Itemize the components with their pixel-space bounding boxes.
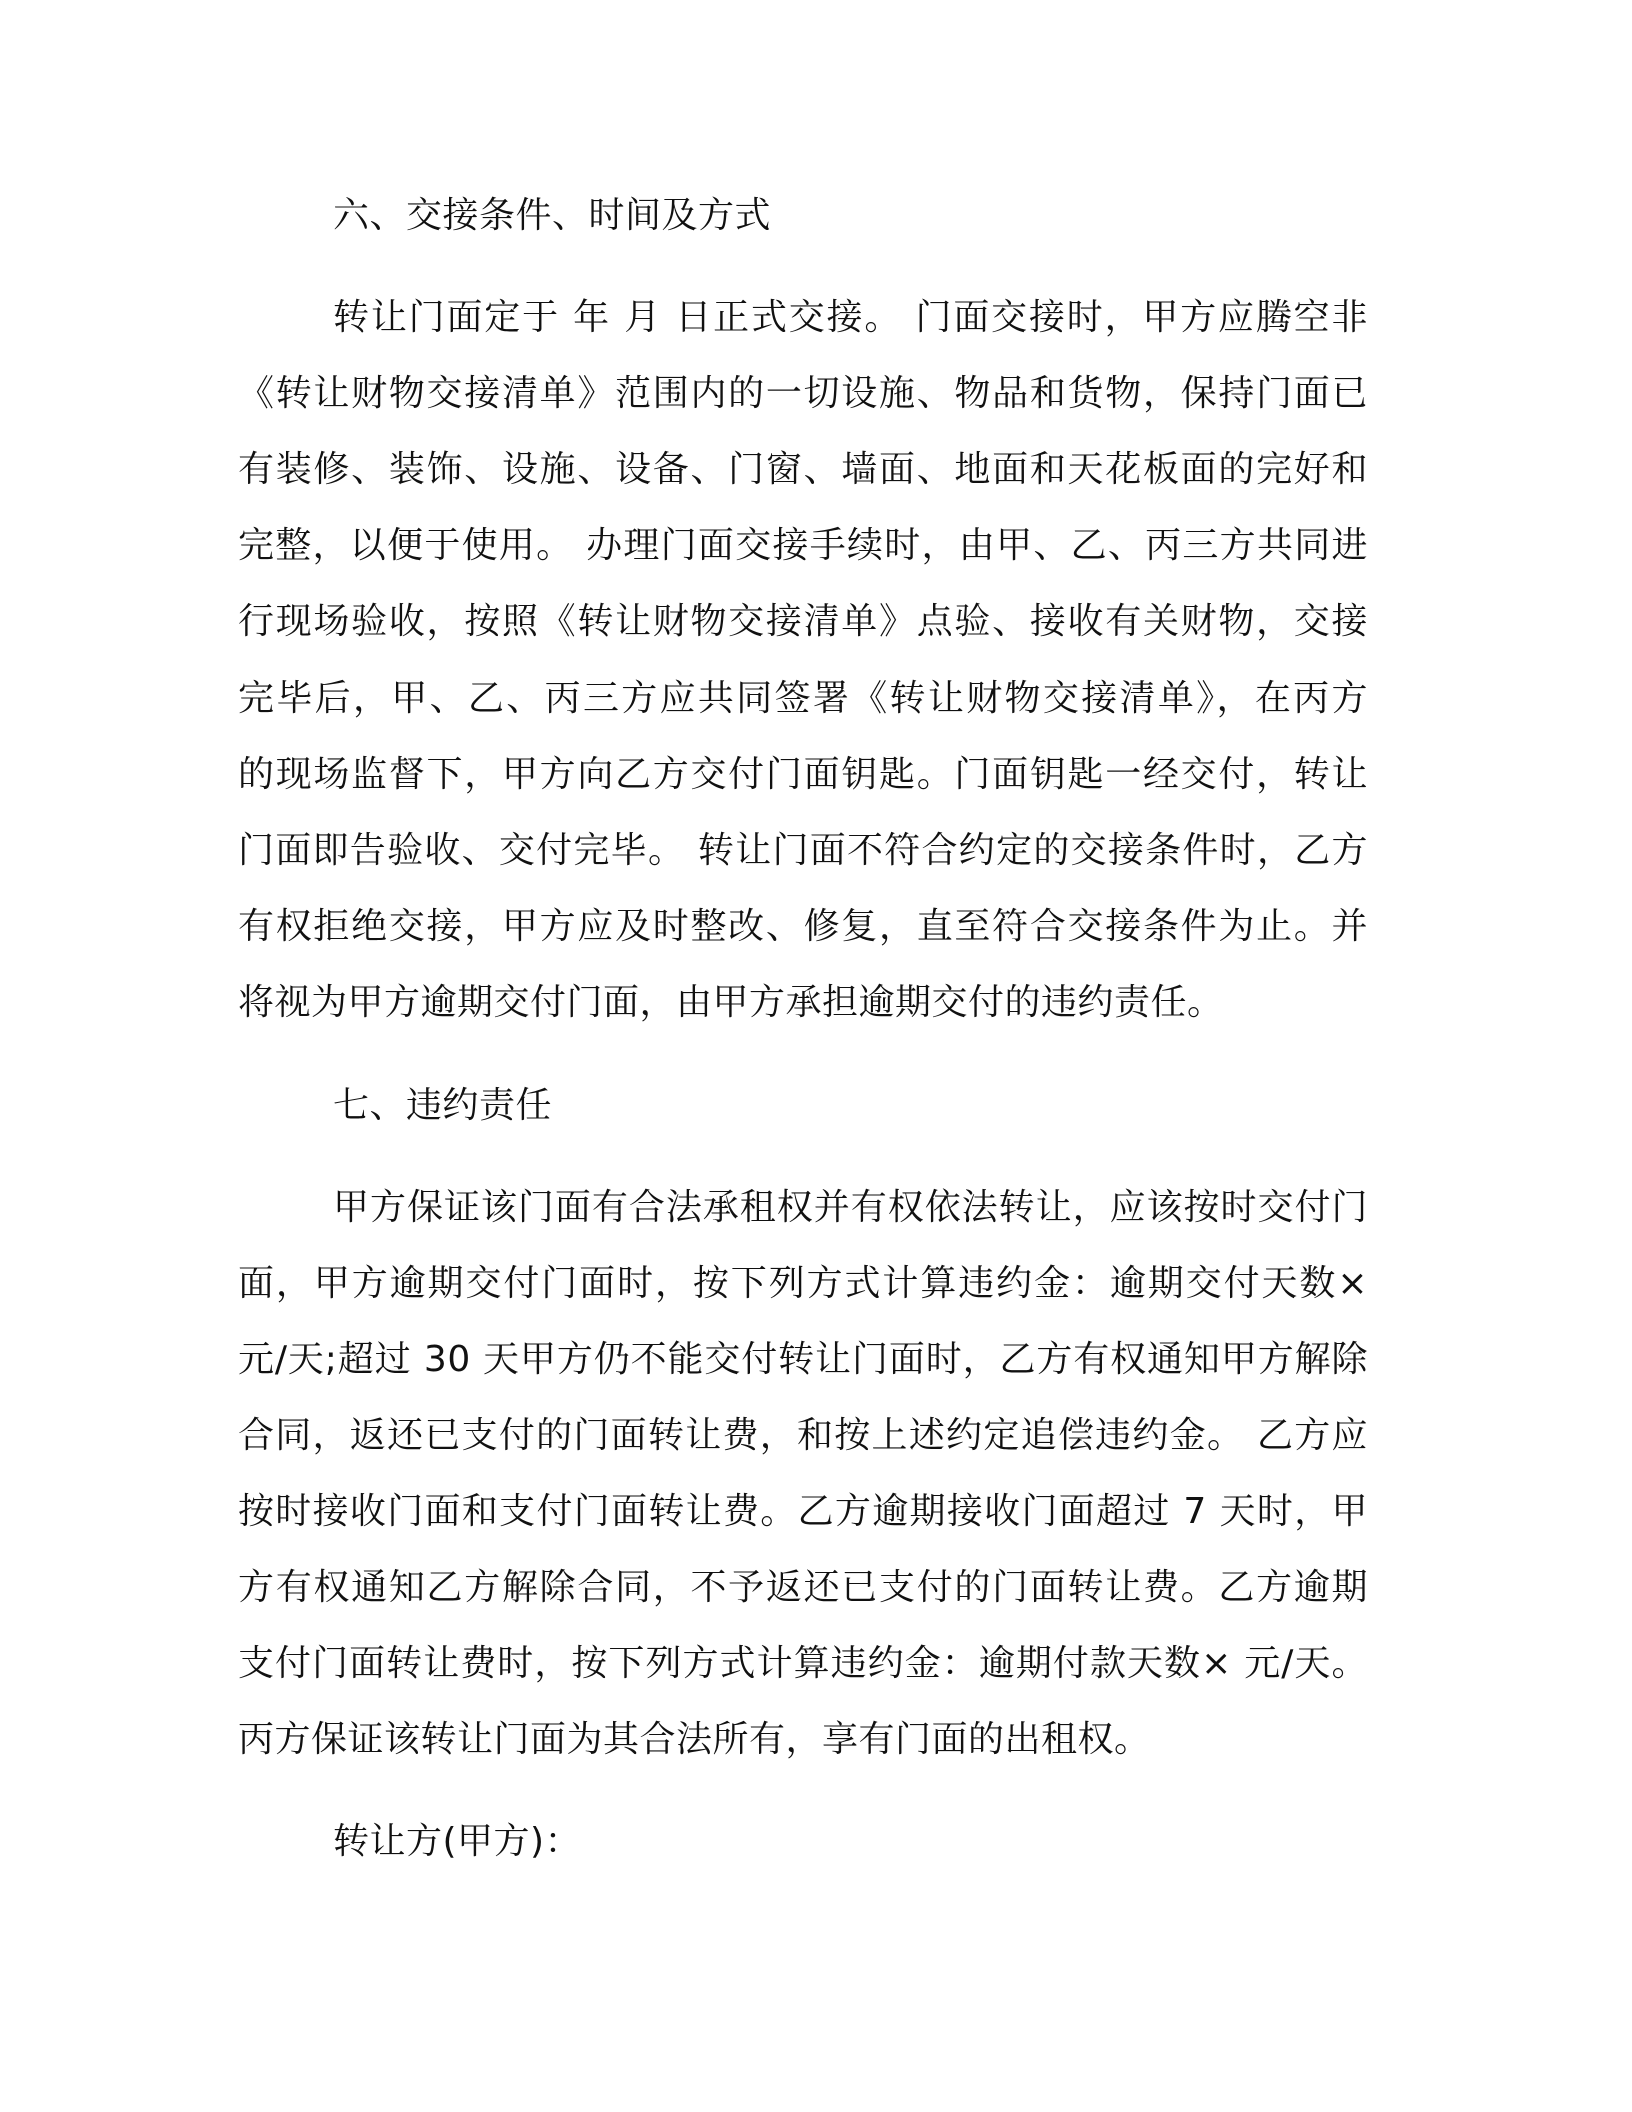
signature-label: 转让方(甲方)： bbox=[333, 1821, 582, 1862]
section-six-line-1: 转让门面定于 年 月 日正式交接。 门面交接时，甲方应腾空非 bbox=[333, 297, 1368, 338]
section-six-line-5: 行现场验收，按照《转让财物交接清单》点验、接收有关财物，交接 bbox=[238, 601, 1368, 642]
section-seven-line-7: 支付门面转让费时，按下列方式计算违约金：逾期付款天数× 元/天。 bbox=[238, 1643, 1368, 1684]
section-seven-line-1: 甲方保证该门面有合法承租权并有权依法转让，应该按时交付门 bbox=[333, 1187, 1368, 1228]
section-six-line-3: 有装修、装饰、设施、设备、门窗、墙面、地面和天花板面的完好和 bbox=[238, 449, 1368, 490]
section-six-line-10: 将视为甲方逾期交付门面，由甲方承担逾期交付的违约责任。 bbox=[238, 982, 1224, 1023]
section-six-line-6: 完毕后，甲、乙、丙三方应共同签署《转让财物交接清单》，在丙方 bbox=[238, 678, 1368, 719]
section-six-line-8: 门面即告验收、交付完毕。 转让门面不符合约定的交接条件时，乙方 bbox=[238, 830, 1368, 871]
section-seven-line-2: 面，甲方逾期交付门面时，按下列方式计算违约金：逾期交付天数× bbox=[238, 1263, 1368, 1304]
section-six-line-4: 完整，以便于使用。 办理门面交接手续时，由甲、乙、丙三方共同进 bbox=[238, 525, 1368, 566]
section-seven-line-6: 方有权通知乙方解除合同，不予返还已支付的门面转让费。乙方逾期 bbox=[238, 1567, 1368, 1608]
section-six-line-9: 有权拒绝交接，甲方应及时整改、修复，直至符合交接条件为止。并 bbox=[238, 906, 1368, 947]
section-seven-line-4: 合同，返还已支付的门面转让费，和按上述约定追偿违约金。 乙方应 bbox=[238, 1415, 1368, 1456]
section-six-line-2: 《转让财物交接清单》范围内的一切设施、物品和货物，保持门面已 bbox=[238, 373, 1368, 414]
section-seven-line-5: 按时接收门面和支付门面转让费。乙方逾期接收门面超过 7 天时，甲 bbox=[238, 1491, 1368, 1532]
section-six-heading: 六、交接条件、时间及方式 bbox=[333, 195, 772, 236]
section-seven-line-8: 丙方保证该转让门面为其合法所有，享有门面的出租权。 bbox=[238, 1719, 1151, 1760]
section-seven-heading: 七、违约责任 bbox=[333, 1085, 553, 1126]
section-seven-line-3: 元/天;超过 30 天甲方仍不能交付转让门面时，乙方有权通知甲方解除 bbox=[238, 1339, 1368, 1380]
section-six-line-7: 的现场监督下，甲方向乙方交付门面钥匙。门面钥匙一经交付，转让 bbox=[238, 754, 1368, 795]
